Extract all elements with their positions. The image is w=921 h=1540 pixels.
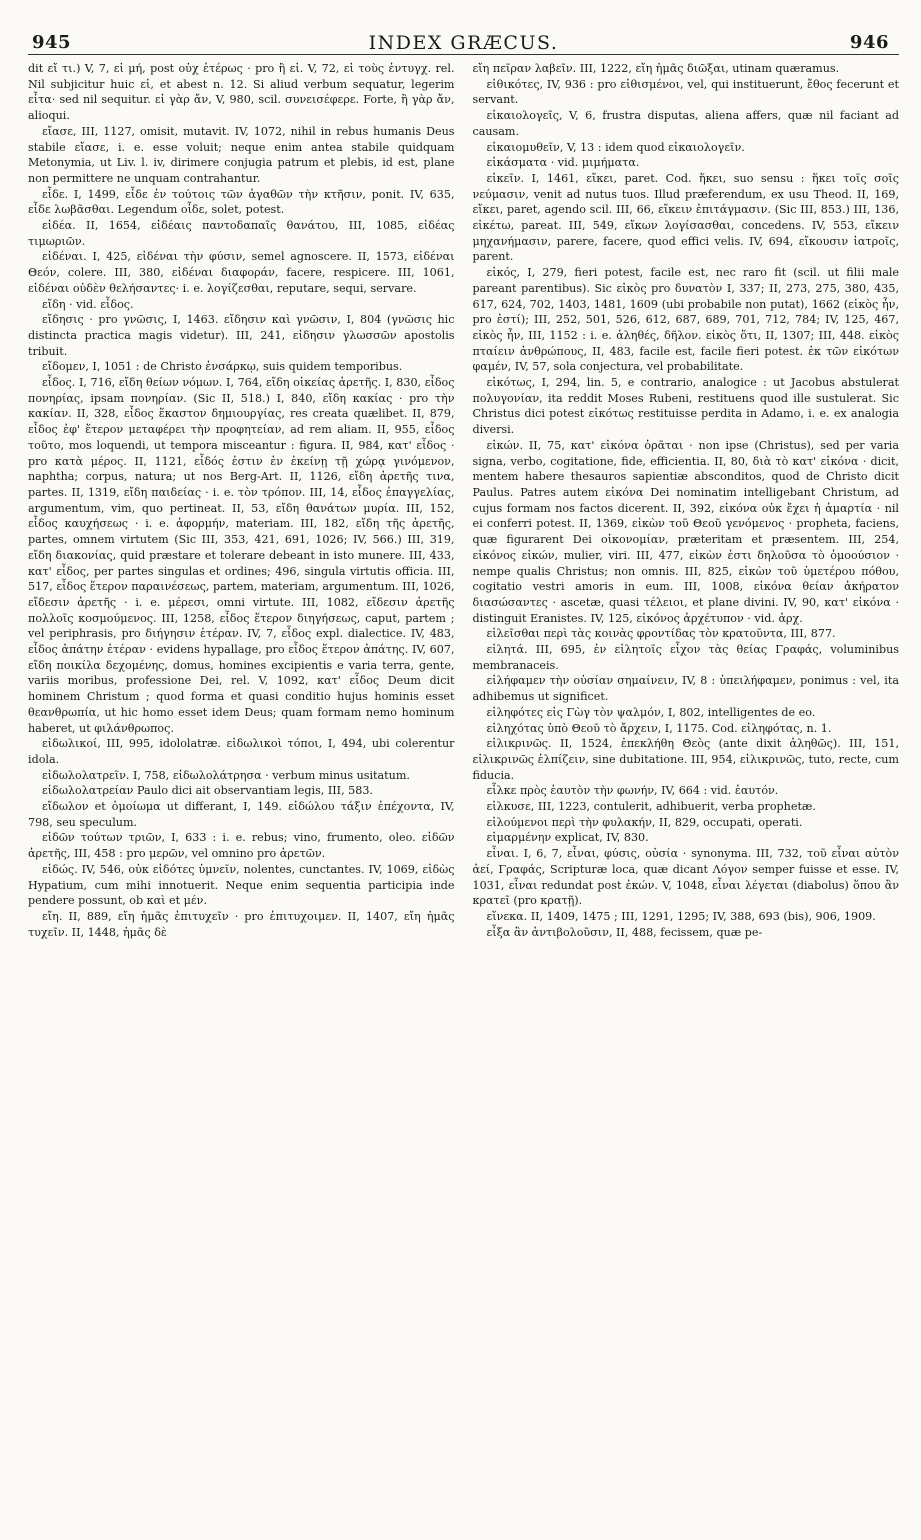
left-column [28,61,455,940]
index-entry: εἷλκε πρὸς ἑαυτὸν τὴν φωνήν, IV, 664 : vid. ἑαυτόν. [486,784,779,798]
index-entry: εἰθικότες, IV, 936 : pro εἰθισμένοι, vel, qui instituerunt, ἔθος fecerunt et servant. [472,77,899,107]
index-entry: εἴδωλον et ὁμοίωμα ut differant, I, 149. εἰδώλου τάξιν ἐπέχοντα, IV, 798, seu speculum. [28,800,455,829]
index-entry: εἵνεκα. II, 1409, 1475 ; III, 1291, 1295; IV, 388, 693 (bis), 906, 1909. [486,909,876,923]
page-header [28,28,899,55]
index-entry: εἴη πεῖραν λαβεῖν. III, 1222, εἴη ἡμᾶς διῶξαι, utinam quæramus. [472,62,840,75]
index-entry: εἴδησις · pro γνῶσις, I, 1463. εἴδησιν καὶ γνῶσιν, I, 804 (γνῶσις hic distincta practica magis videtur). III, 241, εἰδησιν γλωσσῶν apostolis tribuit. [28,313,455,358]
two-column-body [28,61,899,940]
index-entry: εἰδωλολατρεῖν. I, 758, εἰδωλολάτρησα · verbum minus usitatum. [42,768,410,782]
index-entry: εἰκαιολογεῖς, V, 6, frustra disputas, aliena affers, quæ nil faciant ad causam. [472,109,899,138]
index-entry: εἰληχότας ὑπὸ Θεοῦ τὸ ἄρχειν, I, 1175. Cod. εἰληφότας, n. 1. [486,721,832,735]
index-entry: εἰδώς. IV, 546, οὐκ εἰδότες ὑμνεῖν, nolentes, cunctantes. IV, 1069, εἰδὼς Hypatium, cum mihi innotuerit. Neque enim sequentia participia inde pendere possunt, ob καὶ et μέν. [28,862,455,908]
index-entry: εἰλεῖσθαι περὶ τὰς κοινὰς φροντίδας τὸν κρατοῦντα, III, 877. [486,627,836,641]
index-entry: εἰδέναι. I, 425, εἰδέναι τὴν φύσιν, semel agnoscere. II, 1573, εἰδέναι Θεόν, colere. III, 380, εἰδέναι διαφοράν, facere, respicere. III, 1061, εἰδέναι οὐδὲν θελήσαντες· i. e. λογίζεσθαι, reputare, sequi, servare. [28,250,455,295]
index-entry: εἰδωλολατρείαν Paulo dici ait observantiam legis, III, 583. [42,784,373,798]
index-entry: εἰληφότες εἰς Γὼγ τὸν ψαλμόν, I, 802, intelligentes de eo. [486,705,816,719]
running-title: INDEX GRÆCUS. [368,32,559,54]
index-entry: εἰλκυσε, III, 1223, contulerit, adhibuerit, verba prophetæ. [486,800,816,814]
index-entry: εἰλήφαμεν τὴν οὐσίαν σημαίνειν, IV, 8 : ὑπειλήφαμεν, ponimus : vel, ita adhibemus ut significet. [472,674,899,704]
index-entry: εἴδομεν, I, 1051 : de Christo ἐνσάρκῳ, suis quidem temporibus. [42,360,403,374]
left-page-number: 945 [32,32,72,53]
index-entry: εἴδη · vid. εἶδος. [42,297,134,311]
index-entry: εἰκεῖν. I, 1461, εἴκει, paret. Cod. ἥκει, suo sensu : ἥκει τοῖς σοῖς νεύμασιν, venit ad nutus tuos. Illud præferendum, ex usu Theod. II, 169, εἴκει, paret, agendo scil. III, 66, εἴκειν ἐπιτάγμασιν. (Sic III, 853.) III, 136, εἰκέτω, pareat. III, 549, εἴκων λογίσασθαι, concedens. IV, 553, εἴκειν μηχανήμασιν, parere, facere, quod effici velis. IV, 694, εἴκουσιν ἰατροῖς, parent. [472,171,899,264]
index-entry: εἰκός, I, 279, fieri potest, facile est, nec raro fit (scil. ut filii male pareant parentibus). Sic εἰκὸς pro δυνατὸν I, 337; II, 273, 275, 380, 435, 617, 624, 702, 1403, 1481, 1609 (ubi probabile non putat), 1662 (εἰκὸς ἦν, pro ἐστί); III, 252, 501, 526, 612, 687, 689, 701, 712, 784; IV, 125, 467, εἰκὸς ἦν, III, 1152 : i. e. ἀληθές, δῆλον. εἰκὸς ὅτι, II, 1307; III, 448. εἰκὸς πταίειν ἀνθρώπους, II, 483, facile est, facile fieri potest. ἐκ τῶν εἰκότων φαμέν, IV, 57, sola conjectura, vel probabilitate. [472,266,899,374]
index-entry: εἰκών. II, 75, κατ' εἰκόνα ὁρᾶται · non ipse (Christus), sed per varia signa, verbo, cogitatione, fide, efficientia. II, 80, διὰ τὸ κατ' εἰκόνα · dicit, mentem habere thesauros sapientiæ absconditos, quod de Christo dicit Paulus. Patres autem εἰκόνα Dei nominatim intelligebant Christum, ad cujus formam nos factos dicerent. II, 392, εἰκόνα οὐκ ἔχει ἡ ἁμαρτία · nil ei conferri potest. II, 1369, εἰκὼν τοῦ Θεοῦ γενόμενος · propheta, faciens, quæ figurarent Dei οἰκονομίαν, præteritam et præsentem. III, 254, εἰκόνος εἰκών, mulier, viri. III, 477, εἰκὼν ἐστι δηλοῦσα τὸ ὁμοούσιον · nempe qualis Christus; non omnis. III, 825, εἰκὼν τοῦ ὑμετέρου πόθου, cogitatio vestri amoris in eum. III, 1008, εἰκόνα θείαν ἀκήρατον διασώσαντες · ascetæ, quasi τέλειοι, et plane divini. IV, 90, κατ' εἰκόνα · distinguit Eranistes. IV, 125, εἰκόνος ἀρχέτυπον · vid. ἀρχ. [472,438,899,625]
index-entry: εἰδῶν τούτων τριῶν, I, 633 : i. e. rebus; vino, frumento, oleo. εἰδῶν ἀρετῆς, III, 458 : pro μερῶν, vel omnino pro ἀρετῶν. [28,831,455,861]
index-entry: εἰλητά. III, 695, ἐν εἰλητοῖς εἶχον τὰς θείας Γραφάς, voluminibus membranaceis. [472,643,899,672]
index-entry: εἶδε. I, 1499, εἶδε ἐν τούτοις τῶν ἀγαθῶν τὴν κτῆσιν, ponit. IV, 635, εἶδε λωβᾶσθαι. Legendum οἶδε, solet, potest. [28,187,455,217]
index-entry: εἱμαρμένην explicat, IV, 830. [486,831,649,845]
index-entry: εἰκότως, I, 294, lin. 5, e contrario, analogice : ut Jacobus abstulerat πολυγονίαν, ita reddit Moses Rubeni, restituens quod ille sustulerat. Sic Christus dici potest εἰκότως restituisse perdita in Adamo, i. e. ex analogia diversi. [472,376,899,437]
index-entry: εἶξα ἂν ἀντιβολοῦσιν, II, 488, fecissem, quæ pe- [486,925,763,939]
index-entry: εἶναι. I, 6, 7, εἶναι, φύσις, οὐσία · synonyma. III, 732, τοῦ εἶναι αὐτὸν ἀεί, Γραφάς, Scripturæ loca, quæ dicant Λόγον semper fuisse et esse. IV, 1031, εἶναι redundat post ἐκών. V, 1048, εἶναι λέγεται (diabolus) ὅπου ἂν κρατεῖ (pro κρατῇ). [472,847,899,908]
index-entry: εἴασε, III, 1127, omisit, mutavit. IV, 1072, nihil in rebus humanis Deus stabile εἴασε, i. e. esse voluit; neque enim antea stabile quidquam Metonymia, ut Liv. l. iv, dirimere conjugia patrum et plebis, id est, plane non permittere ne unquam contrahantur. [28,124,455,185]
index-entry: dit εἴ τι.) V, 7, εἰ μή, post οὐχ ἑτέρως · pro ἢ εἰ. V, 72, εἰ τοὺς ἐντυγχ. rel. Nil subjicitur huic εἰ, et abest n. 12. Si aliud verbum sequatur, legerim εἶτα· sed nil sequitur. εἰ γὰρ ἄν, V, 980, scil. συνεισέφερε. Forte, ἢ γὰρ ἄν, alioqui. [28,62,455,123]
index-entry: εἴη. II, 889, εἴη ἡμᾶς ἐπιτυχεῖν · pro ἐπιτυχοιμεν. II, 1407, εἴη ἡμᾶς τυχεῖν. II, 1448, ἡμᾶς δὲ [28,909,455,939]
index-entry: εἶδος. I, 716, εἴδη θείων νόμων. I, 764, εἴδη οἰκείας ἀρετῆς. I, 830, εἶδος πονηρίας, ipsam πονηρίαν. (Sic II, 518.) I, 840, εἴδη κακίας · pro τὴν κακίαν. II, 328, εἶδος ἕκαστον δημιουργίας, res creata quælibet. II, 879, εἶδος ἐφ' ἕτερον μεταφέρει τὴν προφητείαν, ad rem aliam. II, 955, εἶδος τοῦτο, mos loquendi, ut tempora misceantur : figura. II, 984, κατ' εἶδος · pro κατὰ μέρος. II, 1121, εἶδός ἐστιν ἐν ἐκείνῃ τῇ χώρᾳ γινόμενον, naphtha; corpus, natura; ut nos Berg-Art. II, 1126, εἴδη ἀρετῆς τινα, partes. II, 1319, εἴδη παιδείας · i. e. τὸν τρόπον. III, 14, εἶδος ἐπαγγελίας, argumentum, vim, quo pertineat. II, 53, εἴδη θανάτων μυρία. III, 152, εἶδος καυχήσεως · i. e. ἀφορμήν, materiam. III, 182, εἴδη τῆς ἀρετῆς, partes, omnem virtutem (Sic III, 353, 421, 691, 1026; IV, 566.) III, 319, εἴδη διακονίας, quid præstare et tolerare debeant in isto munere. III, 433, κατ' εἶδος, per partes singulas et ordines; 496, singula virtutis officia. III, 517, εἶδος ἕτερον παραινέσεως, partem, materiam, argumentum. III, 1026, εἴδεσιν ἀρετῆς · i. e. μέρεσι, omni virtute. III, 1082, εἴδεσιν ἀρετῆς πολλοῖς κοσμούμενος. III, 1258, εἶδος ἕτερον διηγήσεως, caput, partem ; vel periphrasis, pro διήγησιν ἑτέραν. IV, 7, εἶδος expl. dialectice. IV, 483, εἶδος ἀπάτην ἑτέραν · evidens hypallage, pro εἶδος ἕτερον ἀπάτης. IV, 607, εἴδη ποικίλα δεχομένης, domus, homines excipientis e varia terra, gente, variis moribus, professione Dei, rel. V, 1092, κατ' εἶδος Deum dicit hominem Christum ; quod forma et quasi conditio hujus hominis esset θεανθρωπία, ut hic homo esset idem Deus; quam formam nemo hominum haberet, ut φιλάνθρωπος. [28,376,455,735]
index-entry: εἰδέα. II, 1654, εἰδέαις παντοδαπαῖς θανάτου, III, 1085, εἰδέας τιμωριῶν. [28,219,455,248]
index-entry: εἰκαιομυθεῖν, V, 13 : idem quod εἰκαιολογεῖν. [486,140,745,154]
index-entry: εἰκάσματα · vid. μιμήματα. [486,156,640,170]
index-entry: εἰλικρινῶς. II, 1524, ἐπεκλήθη Θεὸς (ante dixit ἀληθῶς). III, 151, εἰλικρινῶς ἐλπίζειν, sine dubitatione. III, 954, εἰλικρινῶς, tuto, recte, cum fiducia. [472,737,899,782]
right-column [473,61,900,940]
index-entry: εἰλούμενοι περὶ τὴν φυλακήν, II, 829, occupati, operati. [486,815,803,829]
index-entry: εἰδωλικοί, III, 995, idololatræ. εἰδωλικοὶ τόποι, I, 494, ubi colerentur idola. [28,737,455,766]
right-page-number: 946 [849,32,889,53]
